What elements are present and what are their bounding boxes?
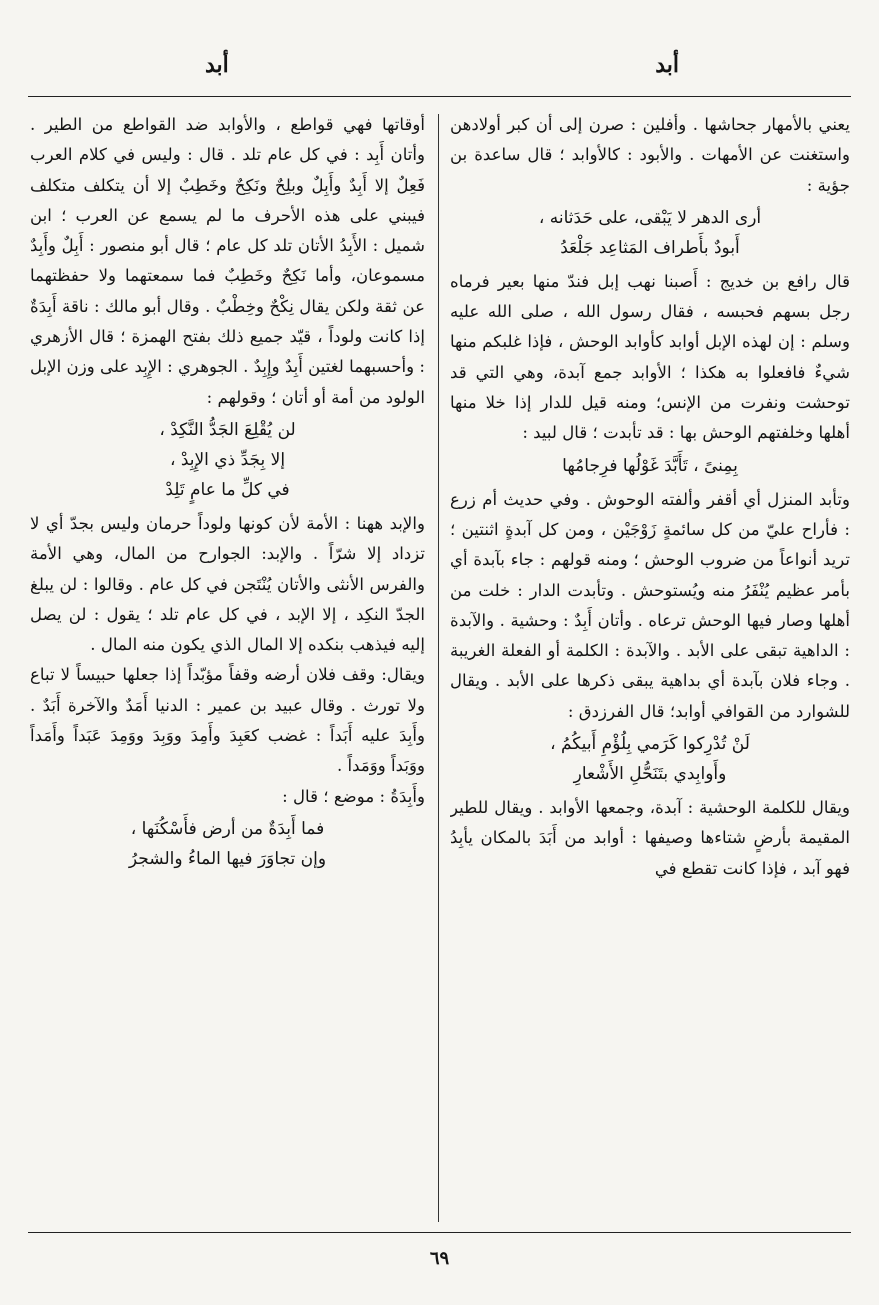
column-divider xyxy=(438,114,439,1222)
right-paragraph-1: يعني بالأمهار جحاشها . وأفلين : صرن إلى أن كبر أولادهن واستغنت عن الأمهات . والأبود : كالأوابد ؛ قال ساعدة بن جؤية : xyxy=(450,115,850,195)
verse-hemistich: أَبودٌ بأَطراف المَثاعِد جَلْعَدُ xyxy=(560,237,740,258)
right-paragraph-2: قال رافع بن خديج : أَصبنا نهب إبل فندّ منها بعير فرماه رجل بسهم فحبسه ، فقال رسول الله ، صلى الله عليه وسلم : إن لهذه الإبل أوابد كأوابد الوحش ، فإذا غلبكم منها شيءٌ فافعلوا به هكذا ؛ الأوابد جمع آبدة، وهي التي قد توحشت ونفرت من الإنس؛ ومنه قيل للدار إذا خلا منها أهلها وخلفتهم الوحش بها : قد تأبدت ؛ قال لبيد : xyxy=(450,271,850,443)
left-verse-1 xyxy=(30,415,425,505)
top-rule xyxy=(28,96,851,97)
left-paragraph-4: وأَبِدَةُ : موضع ؛ قال : xyxy=(282,786,425,806)
right-verse-3 xyxy=(450,729,850,789)
right-paragraph-3: وتأبد المنزل أي أقفر وألفته الوحوش . وفي حديث أم زرع : فأراح عليّ من كل سائمةٍ زَوْجَيْن ، ومن كل آبدةٍ اثنتين ؛ تريد أنواعاً من ضروب الوحش ؛ ومنه قولهم : جاء بآبدة أي بأمر عظيم يُنْفَرُ منه ويُستوحش . وتأبدت الدار : خلت من أهلها وصار فيها الوحش ترعاه . وأتان أَبِدٌ : وحشية . والآبدة : الداهية تبقى على الأبد . والآبدة : الكلمة أو الفعلة الغريبة . وجاء فلان بآبدة أي بداهية يبقى ذكرها على الأبد . ويقال للشوارد من القوافي أوابد؛ قال الفرزدق : xyxy=(450,489,850,721)
right-verse-2 xyxy=(450,451,850,481)
right-column xyxy=(450,110,850,1225)
right-verse-1 xyxy=(450,203,850,263)
verse-hemistich: إلا بِجَدِّ ذي الإِبِدْ ، xyxy=(169,449,286,470)
verse-hemistich: أرى الدهر لا يَبْقى، على حَدَثانه ، xyxy=(538,207,762,228)
verse-hemistich: وإن تجاوَرَ فيها الماءُ والشجرُ xyxy=(128,848,327,869)
left-paragraph-2: والإبد ههنا : الأمة لأن كونها ولوداً حرمان وليس بجدّ أي لا تزداد إلا شرّاً . والإبد: الجوارح من المال، وهي الأمة والفرس الأنثى والأتان يُنْتَجن في كل عام . وقالوا : لن يبلغ الجدّ النكِد ، إلا الإبد ، في كل عام تلد ؛ يقول : لن يصل إليه فيذهب بنكده إلا المال الذي يكون منه المال . xyxy=(30,513,425,655)
verse-hemistich: لَنْ تُدْرِكوا كَرَمي بِلُؤْمِ أَبيكُمُ ، xyxy=(550,734,750,755)
left-paragraph-3: ويقال: وقف فلان أرضه وقفاً مؤبّداً إذا جعلها حبيساً لا تباع ولا تورث . وقال عبيد بن عمير : الدنيا أَمَدٌ والآخرة أَبَدٌ . وأَبِدَ عليه أَبَداً : غضب كعَبِدَ وأَمِدَ ووَبِدَ ووَمِدَ عَبَداً وأَمَداً ووَبَداً ووَمَداً . xyxy=(30,665,425,776)
right-paragraph-4: ويقال للكلمة الوحشية : آبدة، وجمعها الأوابد . ويقال للطير المقيمة بأرضٍ شتاءها وصيفها : أوابد من أَبَدَ بالمكان يأبِدُ فهو آبد ، فإذا كانت تقطع في xyxy=(450,798,850,878)
bottom-rule xyxy=(28,1232,851,1233)
verse-hemistich: في كلِّ ما عامٍ تَلِدْ xyxy=(165,479,290,500)
page-number: ٦٩ xyxy=(429,1248,450,1269)
verse-hemistich: لن يُقْلِعَ الجَدُّ النَّكِدْ ، xyxy=(159,419,296,440)
left-verse-2 xyxy=(30,814,425,874)
left-column xyxy=(30,110,425,1225)
verse-hemistich: وأَوابِدي بتَنَحُّلِ الأَشْعارِ xyxy=(573,764,727,785)
verse-hemistich: فما أَبِدَةٌ من أرض فأَسْكُنَها ، xyxy=(130,818,325,839)
running-head-right: أبد xyxy=(655,52,679,78)
verse-hemistich: بِمِنىً ، تَأَبَّدَ غَوْلُها فرِجامُها xyxy=(562,455,738,476)
running-head-left: أبد xyxy=(205,52,229,78)
left-paragraph-1: أوقاتها فهي قواطع ، والأوابد ضد القواطع من الطير . وأتان أَبِد : في كل عام تلد . قال : وليس في كلام العرب فَعِلٌ إلا أَبِدٌ وأَبِلٌ وبلِحٌ ونَكِحٌ وخَطِبٌ إلا أن يتكلف متكلف فيبني على هذه الأحرف ما لم يسمع عن العرب ؛ ابن شميل : الأَبِدُ الأتان تلد كل عام ؛ قال أبو منصور : أَبِلٌ وأَبِدٌ مسموعان، وأما نَكِحٌ وخَطِبٌ فما سمعتهما ولا حفظتهما عن ثقة ولكن يقال نِكْحٌ وخِطْبٌ . وقال أبو مالك : ناقة أَبِدَةٌ إذا كانت ولوداً ، قيّد جميع ذلك بفتح الهمزة ؛ قال الأزهري : وأحسبهما لغتين أَبِدٌ وإِبِدٌ . الجوهري : الإِبِد على وزن الإبل الولود من أمة أو أتان ؛ وقولهم : xyxy=(30,115,425,407)
